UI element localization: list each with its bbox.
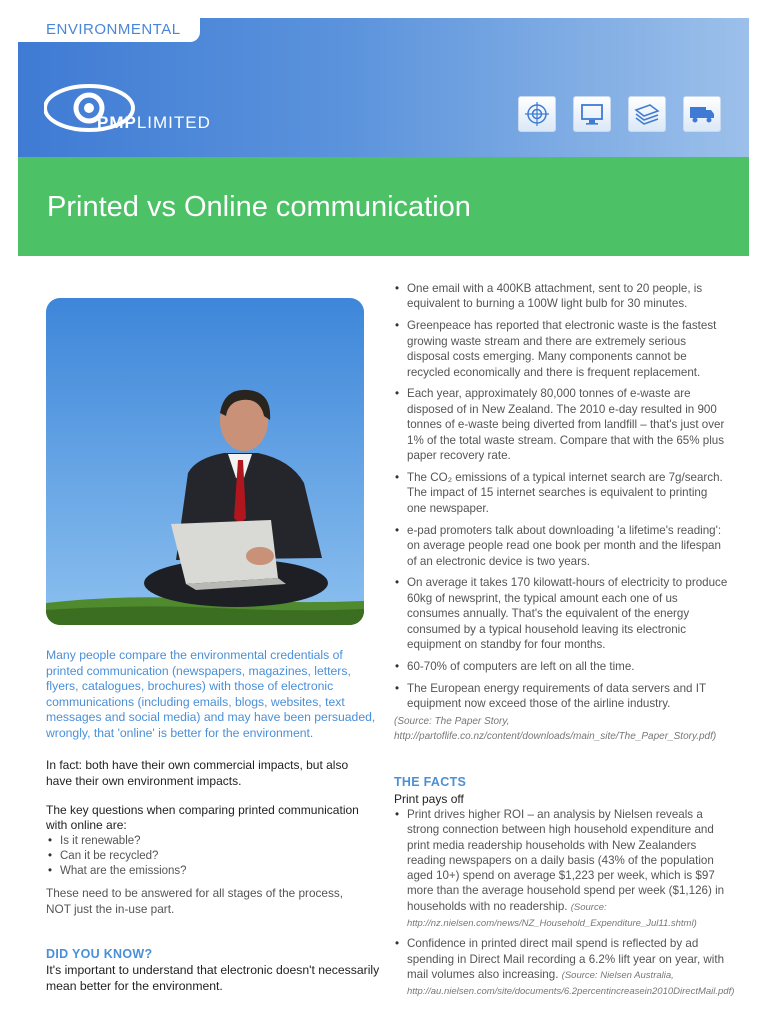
stages-paragraph: These need to be answered for all stages of the process, NOT just the in-use part. (46, 886, 344, 916)
source-citation: (Source: The Paper Story, http://partoflife.co.nz/content/downloads/main_site/The_Paper_Story.pdf) (394, 716, 717, 742)
list-item: • What are the emissions? (46, 864, 366, 879)
list-item: • Is it renewable? (46, 834, 366, 849)
fact-citation: (Source: Nielsen Australia, http://au.nielsen.com/site/documents/6.2percentincreasein2010DirectMail.pdf) (407, 969, 735, 998)
list-item: • Greenpeace has reported that electronic waste is the fastest growing waste stream and there are extremely serious disposal costs emerging. Many components cannot be recycled economically and there is frequent replacement. (394, 318, 729, 380)
fact-citation: (Source: http://nz.nielsen.com/news/NZ_Household_Expenditure_Jul11.shtml) (407, 901, 697, 930)
monitor-icon (573, 96, 611, 132)
did-you-know-body: It's important to understand that electronic doesn't necessarily mean better for the environment. (46, 963, 380, 993)
list-item: • Each year, approximately 80,000 tonnes of e-waste are disposed of in New Zealand. The 2010 e-day resulted in 900 tonnes of e-waste being diverted from landfill – that's just over 1% of the total waste stream. Compare that with the 65% plus paper recovery rate. (394, 386, 729, 463)
company-name (97, 113, 211, 133)
paper-stack-icon (628, 96, 666, 132)
print-pays-off-subheading: Print pays off (394, 792, 464, 806)
print-facts-list (394, 807, 735, 1005)
delivery-truck-icon (683, 96, 721, 132)
company-name-rest: LIMITED (136, 113, 211, 132)
in-fact-paragraph: In fact: both have their own commercial impacts, but also have their own environment impacts. (46, 758, 349, 788)
list-item: • One email with a 400KB attachment, sent to 20 people, is equivalent to burning a 100W light bulb for 30 minutes. (394, 281, 729, 312)
did-you-know-heading: DID YOU KNOW? (46, 947, 153, 961)
list-item (394, 807, 729, 931)
list-item: • 60-70% of computers are left on all the time. (394, 659, 729, 674)
list-item: • The CO₂ emissions of a typical internet search are 7g/search. The impact of 15 internet searches is equivalent to printing one newspaper. (394, 470, 729, 516)
page-title: Printed vs Online communication (47, 191, 471, 223)
intro-paragraph: Many people compare the environmental credentials of printed communication (newspapers, magazines, letters, flyers, catalogues, brochures) with those of electronic communications (including emails, blogs, websites, text messages and social media) and may have been persuaded, wrongly, that 'online' is better for the environment. (46, 648, 376, 740)
company-name-bold: PMP (97, 113, 137, 132)
questions-list (46, 834, 366, 879)
businessman-laptop-photo (46, 298, 364, 625)
list-item: • On average it takes 170 kilowatt-hours of electricity to produce 60kg of newsprint, the typical amount each one of us consumes annually. That's the equivalent of the energy consumed by a typical household leaving its electronic equipment on standby for four months. (394, 575, 729, 652)
list-item: • Can it be recycled? (46, 849, 366, 864)
fact-text: Confidence in printed direct mail spend is reflected by ad spending in Direct Mail recording a 6.2% lift year on year, with mail volumes also increasing. (407, 937, 725, 981)
category-label: ENVIRONMENTAL (46, 21, 181, 38)
list-item: • The European energy requirements of data servers and IT equipment now exceed those of the airline industry. (394, 681, 729, 712)
target-icon (518, 96, 556, 132)
key-questions-paragraph: The key questions when comparing printed communication with online are: (46, 803, 359, 832)
category-tab (18, 18, 200, 42)
list-item: • e-pad promoters talk about downloading 'a lifetime's reading': on average people read one book per month and the lifespan of an electronic device is two years. (394, 523, 729, 569)
fact-text: Print drives higher ROI – an analysis by Nielsen reveals a strong connection between high household expenditure and print media readership households with New Zealanders reading newspapers on a daily basis (43% of the population aged 10+) spend on average $1,223 per week, which is $97 more than the average household spend per week ($1,126) in households with no readership. (407, 808, 725, 913)
list-item (394, 936, 735, 999)
environment-facts-list (394, 281, 729, 718)
the-facts-heading: THE FACTS (394, 775, 467, 789)
